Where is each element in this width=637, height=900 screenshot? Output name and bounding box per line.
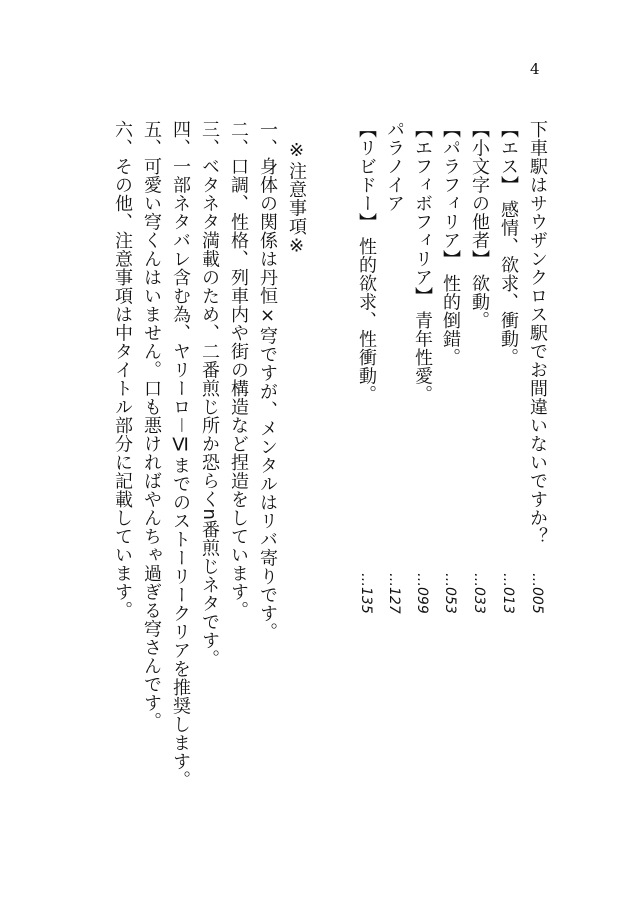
toc-entry-page: …013 (500, 573, 516, 614)
toc-entry-title: 下車駅はサウザンクロス駅でお間違いないですか？ (527, 120, 548, 546)
toc-entry-title: 【小文字の他者】 欲動。 (469, 120, 490, 330)
notes-title: ※注意事項※ (286, 140, 307, 257)
toc-entry-title: パラノイア (384, 120, 405, 213)
toc-entry-title: 【パラフィリア】 性的倒錯。 (440, 120, 461, 367)
toc-entry-page: …135 (358, 573, 374, 614)
notes-item: 五、可愛い穹くんはいません。口も悪ければやんちゃ過ぎる穹さんです。 (141, 120, 162, 731)
toc-entry-page: …005 (529, 573, 545, 614)
notes-item: 三、ベタネタ満載のため、二番煎じ所か恐らくn番煎じネタです。 (199, 120, 220, 669)
toc-entry-page: …033 (471, 573, 487, 614)
toc-entry-page: …053 (442, 573, 458, 614)
notes-item: 一、身体の関係は丹恒×穹ですが、メンタルはリバ寄りです。 (257, 120, 278, 641)
toc-entry-page: …127 (386, 573, 402, 614)
toc-entry-title: 【エス】 感情、欲求、衝動。 (498, 120, 519, 367)
toc-entry-page: …099 (414, 573, 430, 614)
toc-entry-title: 【リビドー】 性的欲求、性衝動。 (356, 120, 377, 404)
notes-item: 二、口調、性格、列車内や街の構造など捏造をしています。 (228, 120, 249, 620)
notes-item: 四、一部ネタバレ含む為、ヤリーロ－Ⅵまでのストーリークリアを推奨します。 (170, 120, 191, 789)
toc-entry-title: 【エフィボフィリア】 青年性愛。 (412, 120, 433, 404)
notes-item: 六、その他、注意事項は中タイトル部分に記載しています。 (112, 120, 133, 620)
page-number: 4 (530, 60, 540, 78)
